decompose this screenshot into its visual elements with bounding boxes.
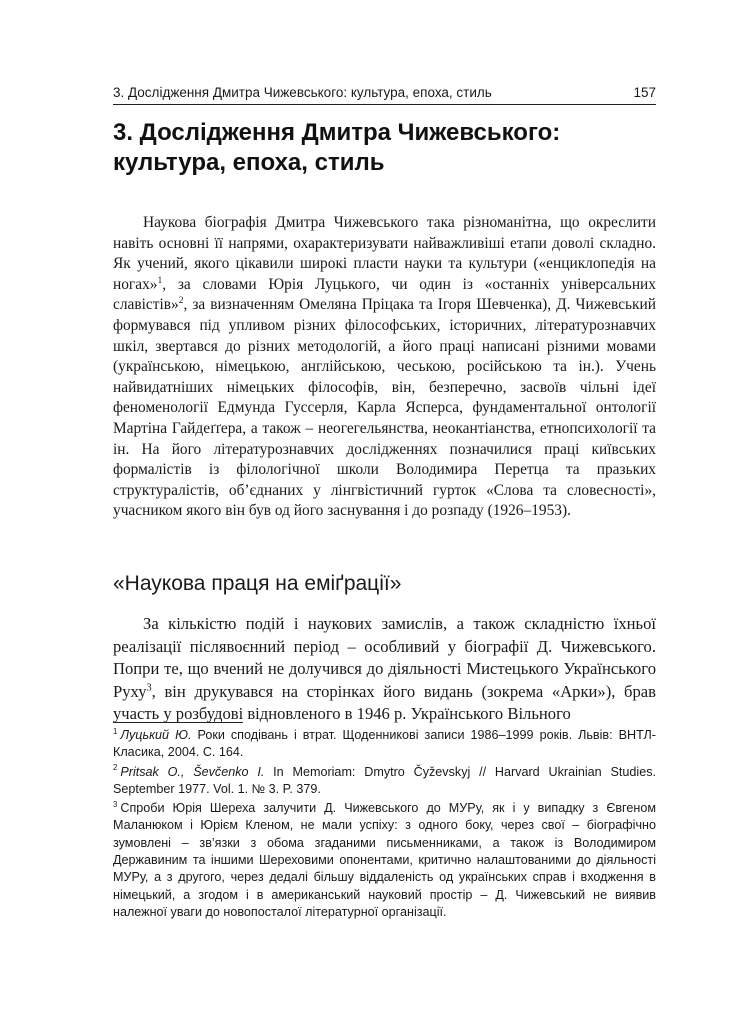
running-head bbox=[113, 82, 656, 105]
footnote-1 bbox=[113, 727, 656, 762]
paragraph-1 bbox=[113, 213, 656, 522]
footnote-text: Спроби Юрія Шереха залучити Д. Чижевського до МУРу, як і у випадку з Євгеном Маланюком і Юрієм Кленом, не мали успіху: з одного боку, через свої – біографічно зумовлені – зв’язки з обома згаданими письменниками, а також із Володимиром Державиним та іншими Шереховими опонентами, критично налаштованими до діяльності МУРу, а з другого, через дедалі більшу віддаленість од українських справ і входження в німецький, а згодом і в американський науковий простір – Д. Чижевський не виявив належної уваги до новопосталої літературної організації. bbox=[113, 801, 656, 919]
footnote-ref-1: 1 bbox=[157, 274, 163, 286]
chapter-title bbox=[113, 118, 656, 178]
footnote-ref-3: 3 bbox=[146, 682, 152, 694]
footnote-author: Луцький Ю. bbox=[120, 728, 192, 742]
footnote-ref-2: 2 bbox=[178, 295, 184, 307]
page-number: 157 bbox=[633, 85, 656, 100]
section-title: «Наукова праця на еміґрації» bbox=[113, 572, 402, 595]
footnote-text: Роки сподівань і втрат. Щоденникові записи 1986–1999 років. Львів: ВНТЛ-Класика, 2004. С. 164. bbox=[113, 728, 656, 760]
footnotes bbox=[113, 727, 656, 923]
footnote-author: Pritsak O., Ševčenko I. bbox=[120, 764, 265, 779]
running-head-title: 3. Дослідження Дмитра Чижевського: культура, епоха, стиль bbox=[113, 85, 492, 100]
paragraph-2-part1: За кількістю подій і наукових замислів, а також складністю їхньої реалізації післявоєнний період – особливий у біографії Д. Чижевського. Попри те, що вчений не долучився до діяльності Мистецького Українського Руху bbox=[113, 614, 656, 701]
footnote-3 bbox=[113, 800, 656, 921]
footnote-2 bbox=[113, 764, 656, 799]
footnote-number: 3 bbox=[113, 800, 118, 809]
chapter-title-line1: 3. Дослідження Дмитра Чижевського: bbox=[113, 119, 561, 146]
paragraph-1-part3: , за визначенням Омеляна Пріцака та Ігоря Шевченка), Д. Чижевський формувався під упливом різних філософських, історичних, літературознавчих шкіл, звертався до різних методологій, а його праці написані різними мовами (українською, німецькою, англійською, чеською, російською та ін.). Учень найвидатніших німецьких філософів, він, безперечно, засвоїв чільні ідеї феноменології Едмунда Гуссерля, Карла Ясперса, фундаментальної онтології Мартіна Гайдеґґера, а також – неогегельянства, неокантіанства, етнопсихології та ін. На його літературознавчих дослідженнях позначилися праці київських формалістів із філологічної школи Володимира Перетца та празьких структуралістів, об’єднаних у лінгвістичний гурток «Слова та словесності», учасником якого він був од його заснування і до розпаду (1926–1953). bbox=[113, 296, 656, 520]
paragraph-2-part2: , він друкувався на сторінках його видань (зокрема «Арки»), брав участь у розбудові відновленого в 1946 р. Українського Вільного bbox=[113, 681, 656, 724]
paragraph-2 bbox=[113, 613, 656, 726]
footnote-divider bbox=[113, 722, 243, 723]
chapter-title-line2: культура, епоха, стиль bbox=[113, 149, 385, 176]
paragraph-1-part2: , за словами Юрія Луцького, чи один із «останніх універсальних славістів» bbox=[113, 275, 656, 314]
paragraph-1-part1: Наукова біографія Дмитра Чижевського така різноманітна, що окреслити навіть основні її напрями, охарактеризувати найважливіші етапи доволі складно. Як учений, якого цікавили широкі пласти науки та культури («енциклопедія на ногах» bbox=[113, 214, 656, 293]
footnote-number: 2 bbox=[113, 763, 118, 773]
footnote-number: 1 bbox=[113, 726, 118, 736]
footnote-text: In Memoriam: Dmytro Čyževskyj // Harvard Ukrainian Studies. September 1977. Vol. 1. № 3. P. 379. bbox=[113, 764, 656, 796]
